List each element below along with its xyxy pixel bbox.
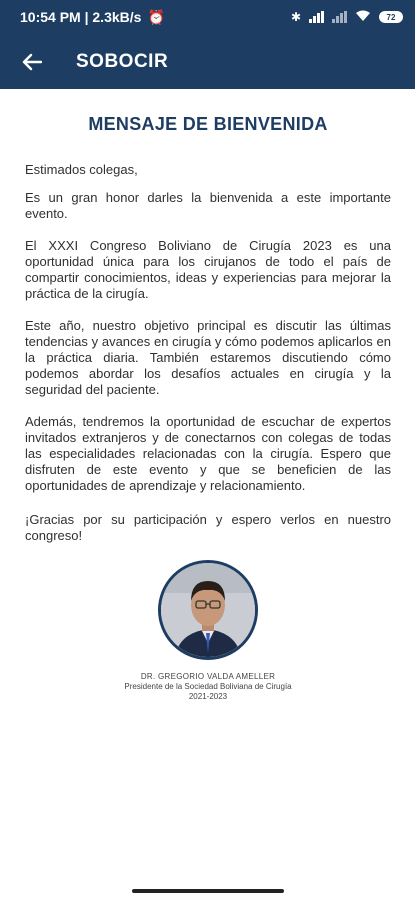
greeting-paragraph: Estimados colegas, <box>25 162 138 177</box>
paragraph: Este año, nuestro objetivo principal es discutir las últimas tendencias y avances en cirugía y cómo podemos aplicarlos en la práctica diaria. También estaremos discutiendo cómo podemos abordar los desafíos actuales en cirugía y la seguridad del paciente. <box>25 318 391 397</box>
signature <box>25 672 391 702</box>
app-bar <box>0 34 415 89</box>
battery-level: 72 <box>386 12 396 22</box>
wifi-icon <box>355 9 371 25</box>
avatar <box>158 560 258 660</box>
signature-term: 2021-2023 <box>188 692 228 701</box>
alarm-clock-icon: ⏰ <box>147 8 165 25</box>
status-time: 10:54 PM | 2.3kB/s <box>20 9 142 25</box>
signature-name: DR. GREGORIO VALDA AMELLER <box>140 672 276 681</box>
app-title: SOBOCIR <box>76 50 169 72</box>
back-button[interactable] <box>18 48 46 76</box>
welcome-message <box>25 116 391 702</box>
home-indicator[interactable] <box>132 889 284 893</box>
battery-icon <box>379 11 403 23</box>
avatar-portrait <box>161 563 255 657</box>
signal-icon <box>309 11 324 23</box>
bluetooth-icon: ✱ <box>290 10 301 24</box>
paragraph: Es un gran honor darles la bienvenida a este importante evento. <box>25 190 391 221</box>
status-left <box>20 9 165 26</box>
page-title: MENSAJE DE BIENVENIDA <box>88 114 328 134</box>
status-bar <box>0 0 415 34</box>
paragraph: Además, tendremos la oportunidad de escuchar de expertos invitados extranjeros y de conectarnos con colegas de todas las especialidades relacionadas con la cirugía. Espero que disfruten de este evento y que se beneficien de las oportunidades de aprendizaje y relacionamiento. <box>25 414 391 493</box>
status-right <box>291 9 403 25</box>
signal-icon-secondary <box>332 11 347 23</box>
thanks-paragraph: ¡Gracias por su participación y espero verlos en nuestro congreso! <box>25 512 391 543</box>
signature-role: Presidente de la Sociedad Boliviana de Cirugía <box>124 682 292 691</box>
arrow-left-icon <box>22 53 42 71</box>
paragraph: El XXXI Congreso Boliviano de Cirugía 2023 es una oportunidad única para los cirujanos de todo el país de compartir conocimientos, ideas y experiencias para mejorar la práctica de la cirugía. <box>25 238 391 301</box>
